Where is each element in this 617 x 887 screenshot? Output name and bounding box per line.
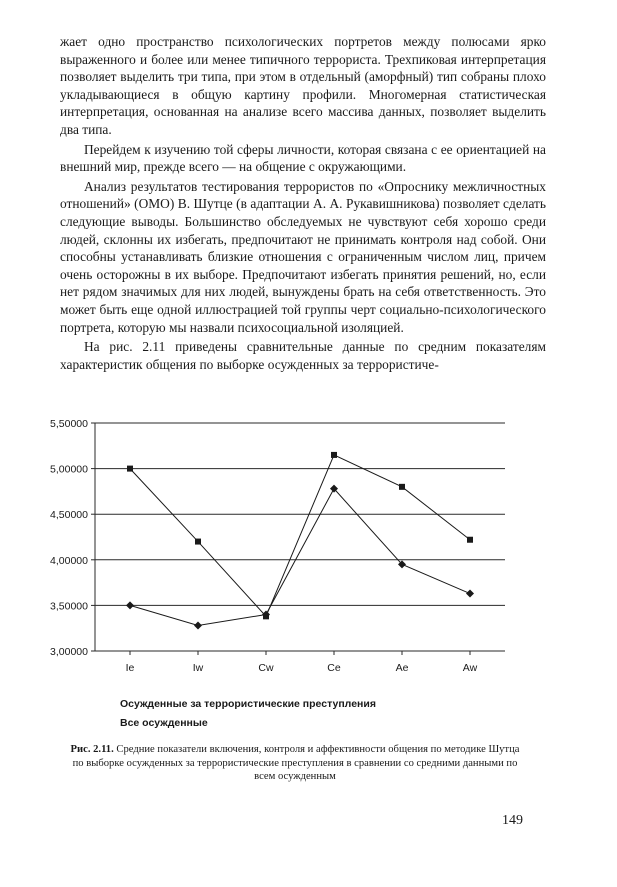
legend-series-1: Осужденные за террористические преступления	[120, 698, 376, 710]
legend-series-2: Все осужденные	[120, 717, 208, 729]
y-tick-label: 5,00000	[50, 463, 88, 476]
page-number: 149	[502, 813, 523, 828]
data-point	[331, 452, 337, 458]
data-point	[399, 484, 405, 490]
y-tick-label: 5,50000	[50, 418, 88, 430]
paragraph-2: Перейдем к изучению той сферы личности, которая связана с ее ориентацией на внешний мир, прежде всего — на общение с окружающими.	[60, 141, 546, 175]
y-tick-label: 4,50000	[50, 509, 88, 522]
x-tick-label: Ce	[327, 662, 341, 674]
series-line	[130, 455, 470, 616]
x-tick-label: Ae	[395, 662, 409, 674]
figure-caption	[70, 743, 520, 784]
data-point	[467, 537, 473, 543]
x-tick-label: Cw	[258, 662, 274, 674]
data-point	[195, 539, 201, 545]
x-tick-labels	[126, 662, 478, 674]
series-1	[127, 452, 473, 619]
data-point	[126, 601, 134, 609]
x-tick-label: Ie	[125, 662, 135, 674]
x-tick-label: Aw	[462, 662, 478, 674]
y-tick-label: 4,00000	[50, 554, 88, 567]
caption-text: Средние показатели включения, контроля и аффективности общения по методике Шутца по выборке осужденных за террористические преступления в сравнении со средними данными по всем осужденным	[72, 744, 520, 782]
data-point	[194, 621, 202, 629]
chart-axes	[91, 423, 470, 655]
data-point	[466, 590, 474, 598]
y-tick-labels	[50, 418, 88, 658]
caption-label: Рис. 2.11.	[70, 744, 114, 755]
chart-series	[126, 452, 474, 630]
paragraph-3: Анализ результатов тестирования террористов по «Опроснику межличностных отношений» (ОМО) В. Шутце (в адаптации А. А. Рукавишникова) позволяет сделать следующие выводы. Большинство обследуемых не чувствуют себя хорошо среди людей, склонны их избегать, предпочитают не принимать контроля над собой. Они способны устанавливать близкие отношения с ограниченным числом лиц, причем очень осторожны в их выборе. Предпочитают избегать принятия решений, но, если нет рядом значимых для них людей, вынуждены брать на себя ответственность. Это может быть еще одной иллюстрацией той группы черт социально-психологического портрета, которую мы назвали психосоциальной изоляцией.	[60, 178, 546, 335]
data-point	[127, 466, 133, 472]
chart-grid	[95, 423, 505, 651]
series-2	[126, 485, 474, 630]
y-tick-label: 3,00000	[50, 646, 88, 658]
paragraph-1: жает одно пространство психологических портретов между полюсами ярко выраженного и более или менее типичного террориста. Трехпиковая интерпретация позволяет выделить три типа, при этом в отдельный (аморфный) тип собраны плохо укладывающиеся в общую картину профили. Многомерная статистическая интерпретация, основанная на анализе всего массива данных, позволяет выделить два типа.	[60, 34, 546, 137]
x-tick-label: Iw	[192, 662, 204, 674]
paragraph-4: На рис. 2.11 приведены сравнительные данные по средним показателям характеристик общения по выборке осужденных за террористиче-	[60, 339, 546, 372]
y-tick-label: 3,50000	[50, 600, 88, 613]
